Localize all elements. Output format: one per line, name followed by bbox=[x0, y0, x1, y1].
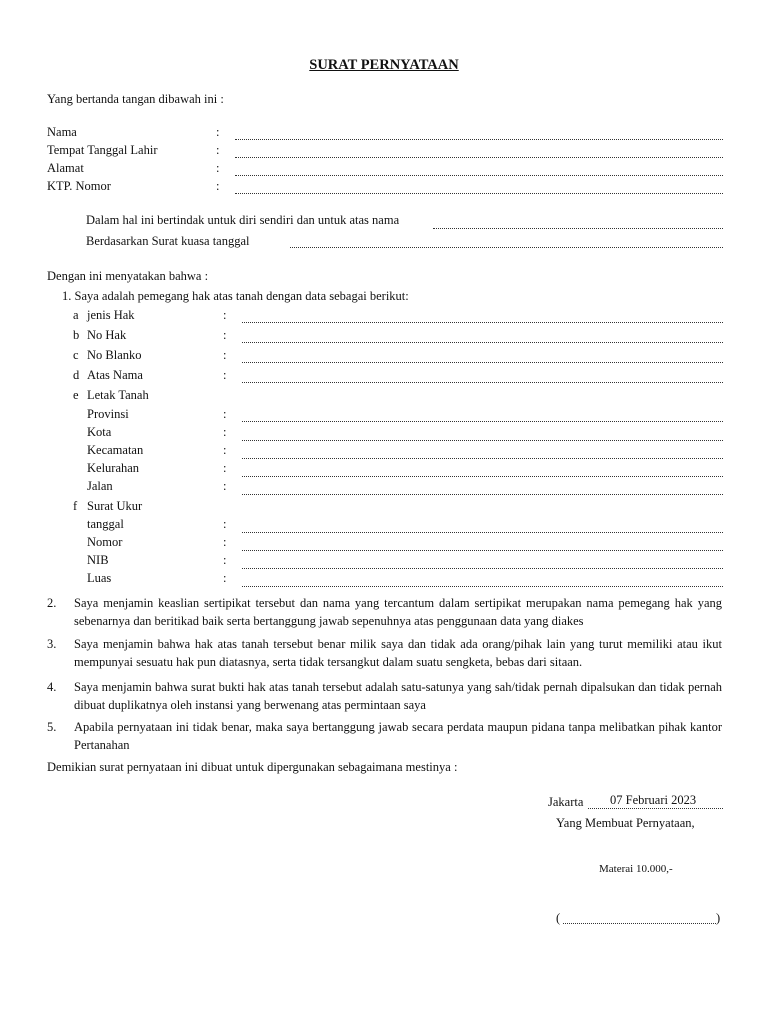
fill-line-kecamatan[interactable] bbox=[242, 458, 723, 459]
intro-text: Yang bertanda tangan dibawah ini : bbox=[47, 92, 224, 106]
fill-line-jenis-hak[interactable] bbox=[242, 322, 723, 323]
label-luas: Luas bbox=[87, 571, 112, 585]
signer-title: Yang Membuat Pernyataan, bbox=[556, 816, 695, 830]
label-ttl: Tempat Tanggal Lahir bbox=[47, 143, 158, 157]
fill-line-nama[interactable] bbox=[235, 139, 723, 140]
statement-text: Apabila pernyataan ini tidak benar, maka saya bertanggung jawab secara perdata maupun pidana tanpa melibatkan pihak kantor Pertanahan bbox=[74, 720, 722, 752]
declare-text: Dengan ini menyatakan bahwa : bbox=[47, 269, 209, 283]
colon: : bbox=[223, 535, 227, 549]
mark-d: d bbox=[73, 368, 80, 382]
colon: : bbox=[223, 461, 227, 475]
mark-b: b bbox=[73, 328, 80, 342]
sign-date: 07 Februari 2023 bbox=[610, 793, 697, 807]
date-line bbox=[588, 808, 723, 809]
stamp-label: Materai 10.000,- bbox=[599, 863, 673, 875]
fill-line-ttl[interactable] bbox=[235, 157, 723, 158]
label-tanggal: tanggal bbox=[87, 517, 124, 531]
sig-close-paren: ) bbox=[716, 911, 721, 925]
acting-text: Dalam hal ini bertindak untuk diri sendiri dan untuk atas nama bbox=[86, 213, 400, 227]
statement-text: Saya menjamin bahwa surat bukti hak atas tanah tersebut adalah satu-satunya yang sah/tidak pernah dipalsukan dan tidak pernah dibuat duplikatnya oleh instansi yang berwenang atas permintaan saya bbox=[74, 680, 722, 712]
colon: : bbox=[216, 143, 220, 157]
statement-number: 4. bbox=[47, 680, 57, 694]
statement-text: Saya menjamin keaslian sertipikat tersebut dan nama yang tercantum dalam sertipikat merupakan nama pemegang hak yang sebenarnya dan beritikad baik serta bertanggung jawab sepenuhnya atas penggunaan data yang diakes bbox=[74, 596, 722, 628]
mark-f: f bbox=[73, 499, 78, 513]
statement-number: 2. bbox=[47, 596, 57, 610]
fill-line-poa[interactable] bbox=[290, 247, 723, 248]
label-kelurahan: Kelurahan bbox=[87, 461, 140, 475]
signature-line[interactable] bbox=[563, 923, 716, 924]
fill-line-jalan[interactable] bbox=[242, 494, 723, 495]
statement-number: 5. bbox=[47, 720, 57, 734]
label-nama: Nama bbox=[47, 125, 77, 139]
label-surat-ukur: Surat Ukur bbox=[87, 499, 143, 513]
label-jalan: Jalan bbox=[87, 479, 113, 493]
label-atas-nama: Atas Nama bbox=[87, 368, 143, 382]
fill-line-alamat[interactable] bbox=[235, 175, 723, 176]
sig-open-paren: ( bbox=[556, 911, 561, 925]
document-title: SURAT PERNYATAAN bbox=[309, 57, 459, 73]
colon: : bbox=[223, 443, 227, 457]
colon: : bbox=[223, 517, 227, 531]
fill-line-atas-nama[interactable] bbox=[242, 382, 723, 383]
label-kecamatan: Kecamatan bbox=[87, 443, 144, 457]
label-ktp: KTP. Nomor bbox=[47, 179, 111, 193]
fill-line-tanggal[interactable] bbox=[242, 532, 723, 533]
label-nomor: Nomor bbox=[87, 535, 123, 549]
fill-line-kelurahan[interactable] bbox=[242, 476, 723, 477]
colon: : bbox=[223, 407, 227, 421]
colon: : bbox=[223, 553, 227, 567]
fill-line-acting[interactable] bbox=[433, 228, 723, 229]
fill-line-no-hak[interactable] bbox=[242, 342, 723, 343]
label-alamat: Alamat bbox=[47, 161, 84, 175]
colon: : bbox=[223, 308, 227, 322]
closing-text: Demikian surat pernyataan ini dibuat untuk dipergunakan sebagaimana mestinya : bbox=[47, 760, 458, 774]
fill-line-no-blanko[interactable] bbox=[242, 362, 723, 363]
mark-c: c bbox=[73, 348, 79, 362]
fill-line-nomor[interactable] bbox=[242, 550, 723, 551]
fill-line-ktp[interactable] bbox=[235, 193, 723, 194]
colon: : bbox=[223, 479, 227, 493]
mark-e: e bbox=[73, 388, 79, 402]
mark-a: a bbox=[73, 308, 79, 322]
colon: : bbox=[223, 571, 227, 585]
colon: : bbox=[223, 328, 227, 342]
poa-text: Berdasarkan Surat kuasa tanggal bbox=[86, 234, 250, 248]
colon: : bbox=[216, 179, 220, 193]
fill-line-kota[interactable] bbox=[242, 440, 723, 441]
statement-text: Saya menjamin bahwa hak atas tanah tersebut benar milik saya dan tidak ada orang/pihak lain yang turut memiliki atau ikut mempunyai sesuatu hak pun diatasnya, serta tidak tersangkut dalam suatu sengketa, bebas dari sitaan. bbox=[74, 637, 722, 669]
colon: : bbox=[223, 425, 227, 439]
label-provinsi: Provinsi bbox=[87, 407, 129, 421]
label-kota: Kota bbox=[87, 425, 112, 439]
sign-place: Jakarta bbox=[548, 795, 584, 809]
colon: : bbox=[216, 161, 220, 175]
item-1-text: 1. Saya adalah pemegang hak atas tanah dengan data sebagai berikut: bbox=[62, 289, 409, 303]
label-nib: NIB bbox=[87, 553, 109, 567]
label-jenis-hak: jenis Hak bbox=[87, 308, 135, 322]
label-no-hak: No Hak bbox=[87, 328, 127, 342]
fill-line-nib[interactable] bbox=[242, 568, 723, 569]
fill-line-luas[interactable] bbox=[242, 586, 723, 587]
colon: : bbox=[223, 368, 227, 382]
label-letak-tanah: Letak Tanah bbox=[87, 388, 149, 402]
statement-number: 3. bbox=[47, 637, 57, 651]
label-no-blanko: No Blanko bbox=[87, 348, 142, 362]
fill-line-provinsi[interactable] bbox=[242, 421, 723, 422]
colon: : bbox=[216, 125, 220, 139]
colon: : bbox=[223, 348, 227, 362]
